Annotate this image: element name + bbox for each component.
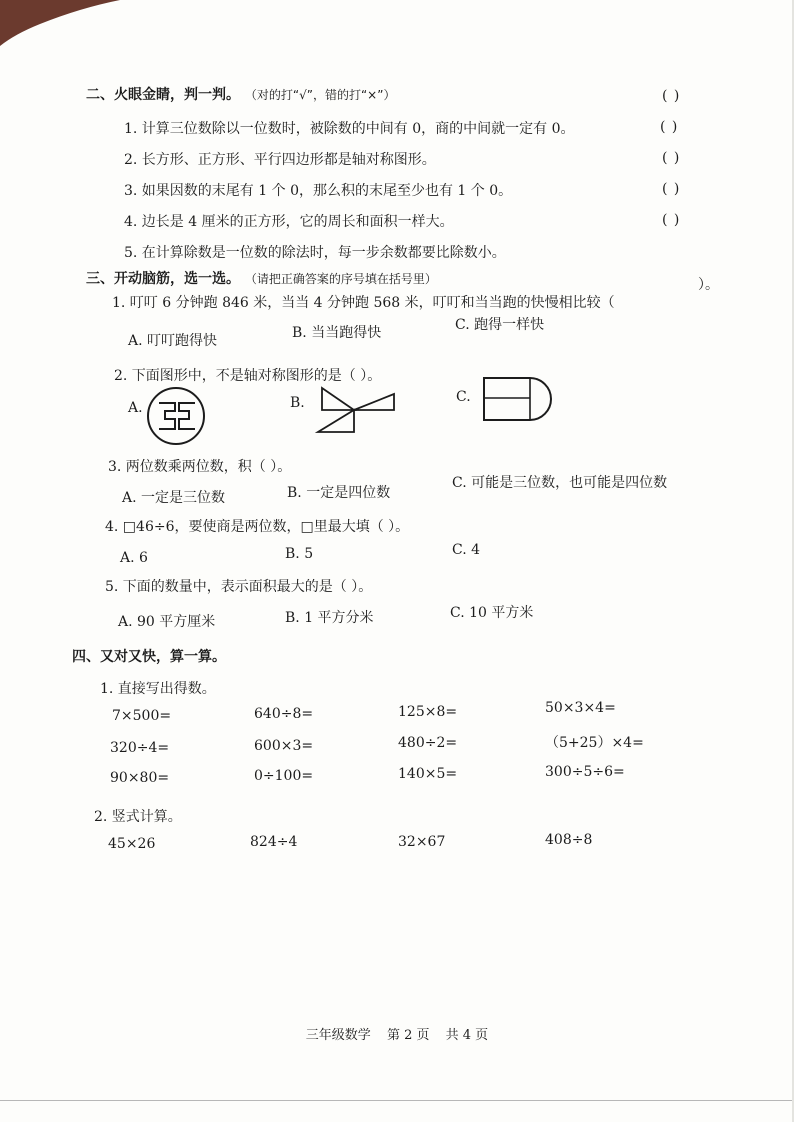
section2-heading xyxy=(86,84,395,104)
oral-r2-c4: （5+25）×4= xyxy=(545,735,644,751)
judge-item-2: 2. 长方形、正方形、平行四边形都是轴对称图形。 xyxy=(124,152,436,168)
vertical-calc-1: 45×26 xyxy=(108,836,156,852)
oral-r3-c1: 90×80= xyxy=(110,770,170,786)
q1-option-b[interactable]: B. 当当跑得快 xyxy=(292,325,382,341)
judge-answer-5[interactable]: ( ) xyxy=(662,212,681,228)
figure-c-semicircle-rect xyxy=(478,374,558,422)
vertical-calc-2: 824÷4 xyxy=(250,834,298,850)
scan-bottom-edge xyxy=(0,1100,794,1101)
section3-title: 三、开动脑筋，选一选。 xyxy=(86,271,240,287)
choice-q2: 2. 下面图形中，不是轴对称图形的是（ ）。 xyxy=(114,368,382,384)
q1-option-a[interactable]: A. 叮叮跑得快 xyxy=(128,333,218,349)
q1-option-c[interactable]: C. 跑得一样快 xyxy=(455,317,545,333)
judge-answer-1[interactable]: ( ) xyxy=(662,88,681,104)
section3-heading xyxy=(86,268,437,288)
judge-answer-4[interactable]: ( ) xyxy=(662,181,681,197)
q2-option-c[interactable]: C. xyxy=(456,389,471,405)
page-footer xyxy=(0,1024,794,1043)
q2-option-a[interactable]: A. xyxy=(128,400,143,416)
oral-r1-c2: 640÷8= xyxy=(254,706,314,722)
section2-note: （对的打“√”，错的打“×”） xyxy=(244,88,396,102)
footer-subject: 三年级数学 xyxy=(305,1028,371,1043)
scan-corner-shadow xyxy=(0,0,120,48)
judge-item-4: 4. 边长是 4 厘米的正方形，它的周长和面积一样大。 xyxy=(124,214,454,230)
oral-r1-c4: 50×3×4= xyxy=(545,700,616,716)
section2-title: 二、火眼金睛，判一判。 xyxy=(86,87,240,103)
q4-option-c[interactable]: C. 4 xyxy=(452,542,481,558)
section3-note: （请把正确答案的序号填在括号里） xyxy=(244,272,437,286)
judge-answer-3[interactable]: ( ) xyxy=(662,150,681,166)
vertical-calc-subtitle: 2. 竖式计算。 xyxy=(94,809,182,825)
oral-r2-c3: 480÷2= xyxy=(398,735,458,751)
oral-r1-c3: 125×8= xyxy=(398,704,458,720)
oral-r3-c2: 0÷100= xyxy=(254,768,314,784)
vertical-calc-4: 408÷8 xyxy=(545,832,593,848)
q5-option-a[interactable]: A. 90 平方厘米 xyxy=(118,614,216,630)
oral-r3-c3: 140×5= xyxy=(398,766,458,782)
judge-item-1: 1. 计算三位数除以一位数时，被除数的中间有 0，商的中间就一定有 0。 xyxy=(124,121,575,137)
choice-q1-end: ）。 xyxy=(698,277,719,293)
q3-option-b[interactable]: B. 一定是四位数 xyxy=(287,485,391,501)
q3-option-c[interactable]: C. 可能是三位数，也可能是四位数 xyxy=(452,475,668,491)
judge-item-3: 3. 如果因数的末尾有 1 个 0，那么积的末尾至少也有 1 个 0。 xyxy=(124,183,513,199)
q2-option-b[interactable]: B. xyxy=(290,395,305,411)
oral-r3-c4: 300÷5÷6= xyxy=(545,764,625,780)
q4-option-a[interactable]: A. 6 xyxy=(120,550,148,566)
oral-calc-subtitle: 1. 直接写出得数。 xyxy=(100,681,216,697)
q5-option-b[interactable]: B. 1 平方分米 xyxy=(285,610,374,626)
footer-page-number: 第 2 页 xyxy=(386,1028,430,1043)
figure-b-triangles xyxy=(314,380,396,438)
choice-q1: 1. 叮叮 6 分钟跑 846 米，当当 4 分钟跑 568 米，叮叮和当当跑的快慢相比较（ xyxy=(112,295,615,311)
oral-r1-c1: 7×500= xyxy=(112,708,172,724)
judge-answer-2[interactable]: ( ) xyxy=(660,119,679,135)
oral-r2-c1: 320÷4= xyxy=(110,740,170,756)
figure-a-maze-circle xyxy=(145,385,207,447)
section4-title: 四、又对又快，算一算。 xyxy=(72,649,226,665)
oral-r2-c2: 600×3= xyxy=(254,738,314,754)
footer-total-pages: 共 4 页 xyxy=(445,1028,489,1043)
choice-q3: 3. 两位数乘两位数，积（ ）。 xyxy=(108,459,292,475)
judge-item-5: 5. 在计算除数是一位数的除法时，每一步余数都要比除数小。 xyxy=(124,245,506,261)
choice-q5: 5. 下面的数量中，表示面积最大的是（ ）。 xyxy=(105,579,373,595)
q4-option-b[interactable]: B. 5 xyxy=(285,546,314,562)
vertical-calc-3: 32×67 xyxy=(398,834,446,850)
choice-q4: 4. □46÷6，要使商是两位数，□里最大填（ ）。 xyxy=(105,519,410,535)
q5-option-c[interactable]: C. 10 平方米 xyxy=(450,605,534,621)
q3-option-a[interactable]: A. 一定是三位数 xyxy=(122,490,226,506)
